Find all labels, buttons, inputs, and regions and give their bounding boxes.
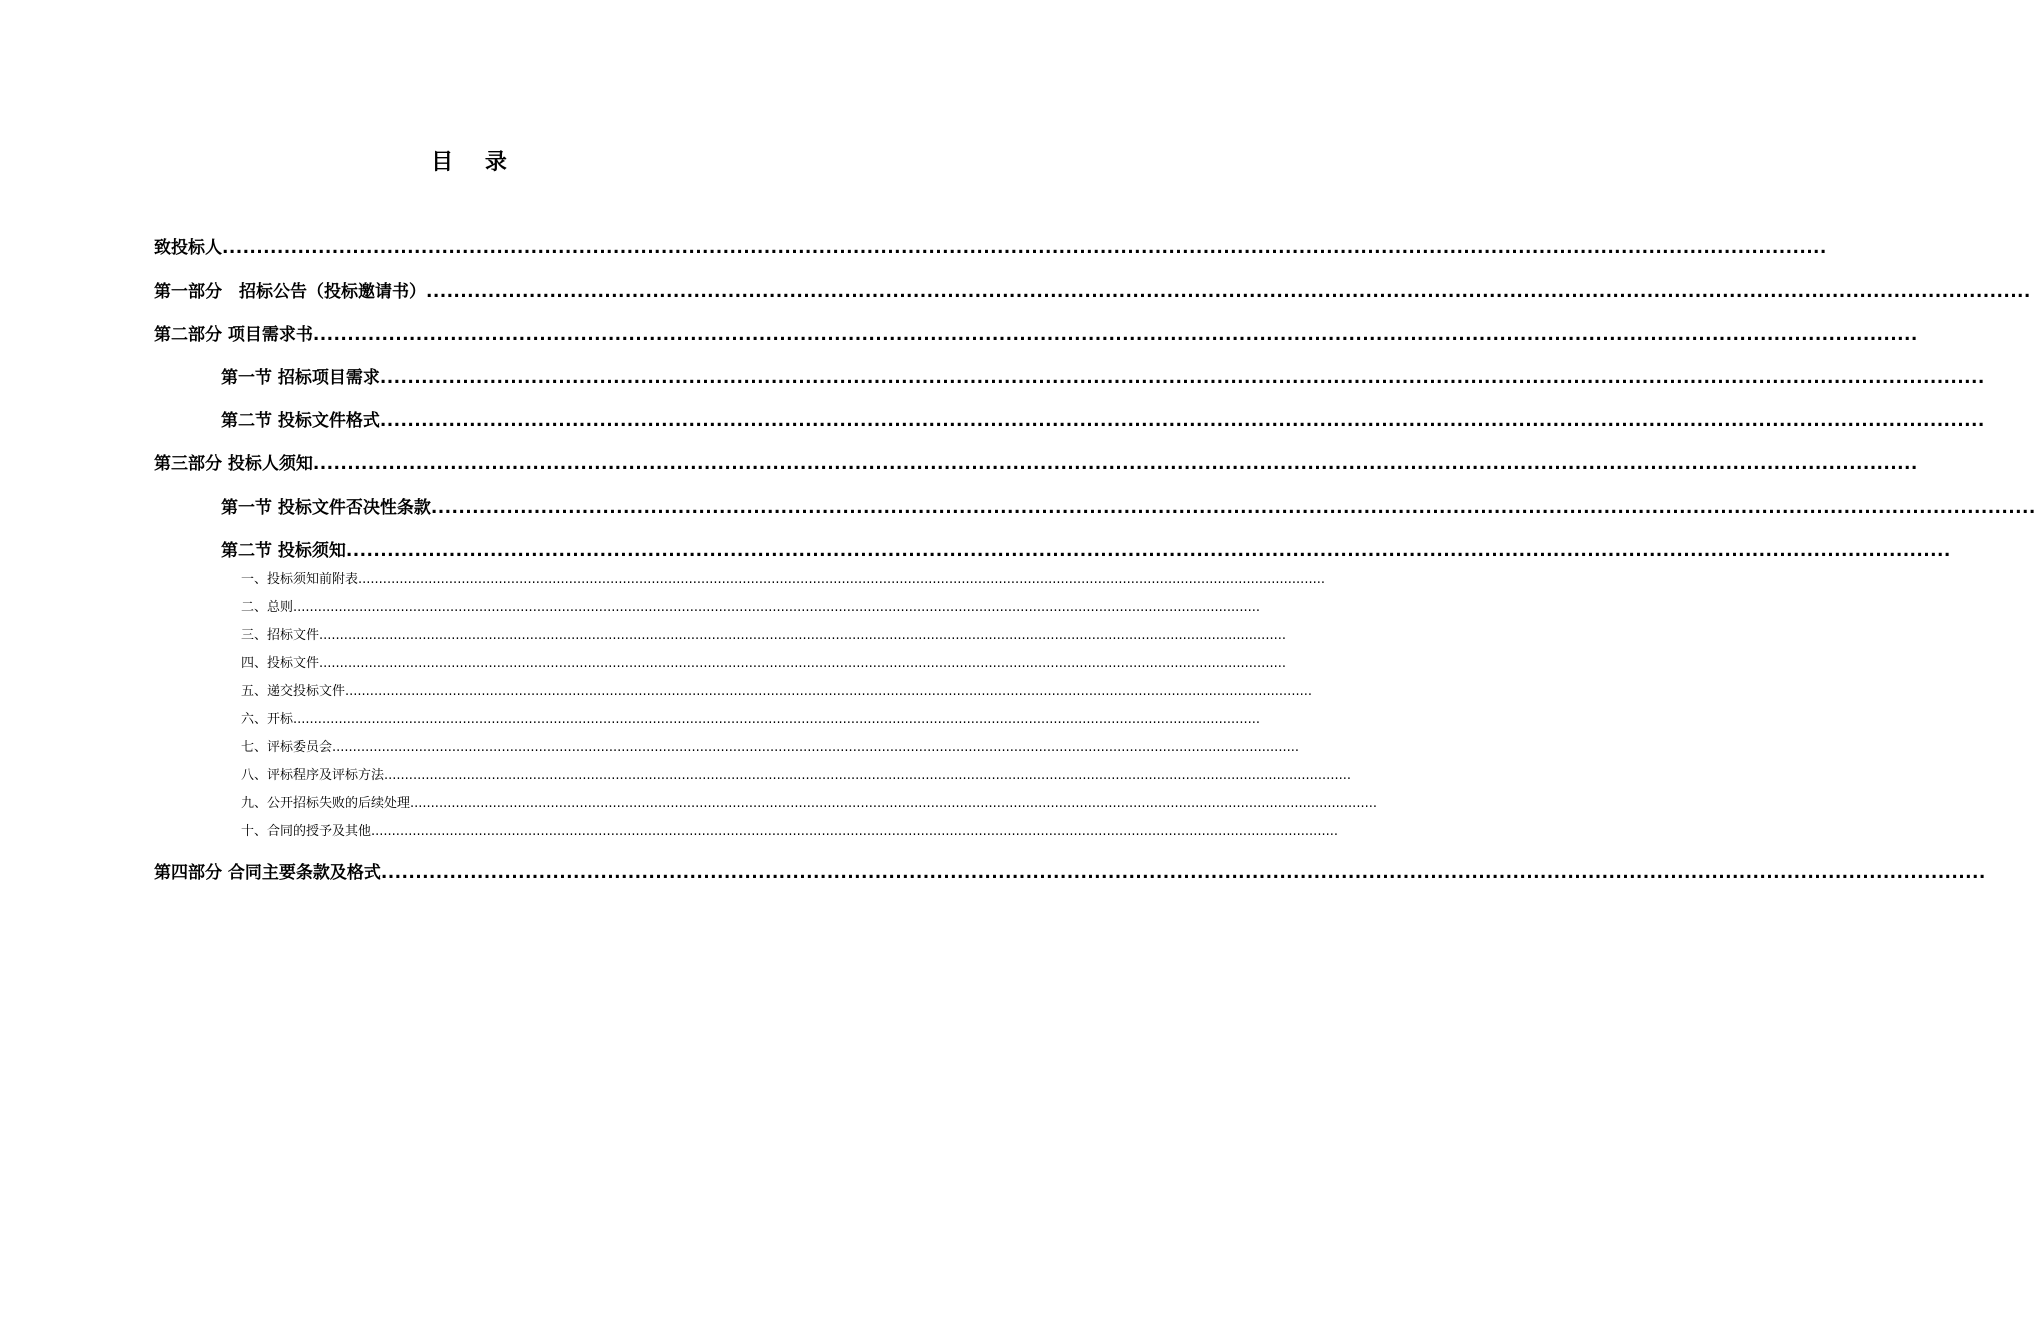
toc-entry-part-2[interactable] bbox=[154, 323, 1918, 347]
toc-entry-item-2[interactable] bbox=[241, 599, 1260, 617]
toc-entry-item-5[interactable] bbox=[241, 683, 1312, 701]
toc-entry-label: 第四部分 合同主要条款及格式 bbox=[154, 863, 381, 883]
toc-entry-label: 七、评标委员会 bbox=[241, 740, 333, 755]
toc-entry-label: 一、投标须知前附表 bbox=[241, 572, 359, 587]
toc-entry-label: 九、公开招标失败的后续处理 bbox=[241, 796, 411, 811]
toc-dot-leader: .......................................................................................................................................................................................................................................... bbox=[332, 740, 1299, 755]
toc-dot-leader: .......................................................................................................................................................................................................................................... bbox=[293, 600, 1260, 615]
toc-entry-label: 第一节 投标文件否决性条款 bbox=[221, 498, 431, 518]
toc-dot-leader: .......................................................................................................................................................................................................................................... bbox=[380, 863, 1986, 883]
toc-entry-part-2-section-2[interactable] bbox=[221, 409, 1985, 433]
toc-dot-leader: .......................................................................................................................................................................................................................................... bbox=[426, 282, 2031, 302]
toc-dot-leader: .......................................................................................................................................................................................................................................... bbox=[222, 238, 1827, 258]
toc-dot-leader: .......................................................................................................................................................................................................................................... bbox=[319, 628, 1286, 643]
toc-dot-leader: .......................................................................................................................................................................................................................................... bbox=[371, 824, 1338, 839]
toc-entry-label: 第二节 投标须知 bbox=[221, 541, 346, 561]
toc-entry-item-9[interactable] bbox=[241, 795, 1377, 813]
toc-entry-part-3[interactable] bbox=[154, 452, 1918, 476]
toc-dot-leader: .......................................................................................................................................................................................................................................... bbox=[384, 768, 1351, 783]
toc-dot-leader: .......................................................................................................................................................................................................................................... bbox=[410, 796, 1377, 811]
toc-entry-part-2-section-1[interactable] bbox=[221, 366, 1985, 390]
toc-entry-part-4[interactable] bbox=[154, 861, 1986, 885]
toc-entry-label: 第二节 投标文件格式 bbox=[221, 411, 380, 431]
toc-entry-label: 六、开标 bbox=[241, 712, 294, 727]
toc-dot-leader: .......................................................................................................................................................................................................................................... bbox=[293, 712, 1260, 727]
toc-entry-item-4[interactable] bbox=[241, 655, 1286, 673]
toc-dot-leader: .......................................................................................................................................................................................................................................... bbox=[430, 498, 2036, 518]
toc-entry-item-7[interactable] bbox=[241, 739, 1299, 757]
toc-entry-label: 第三部分 投标人须知 bbox=[154, 454, 313, 474]
toc-dot-leader: .......................................................................................................................................................................................................................................... bbox=[379, 411, 1985, 431]
toc-entry-label: 四、投标文件 bbox=[241, 656, 320, 671]
toc-dot-leader: .......................................................................................................................................................................................................................................... bbox=[358, 572, 1325, 587]
toc-dot-leader: .......................................................................................................................................................................................................................................... bbox=[312, 325, 1918, 345]
toc-dot-leader: .......................................................................................................................................................................................................................................... bbox=[345, 541, 1951, 561]
toc-entry-label: 第一节 招标项目需求 bbox=[221, 368, 380, 388]
toc-dot-leader: .......................................................................................................................................................................................................................................... bbox=[312, 454, 1918, 474]
toc-title: 目 录 bbox=[431, 150, 519, 175]
toc-entry-item-1[interactable] bbox=[241, 571, 1325, 589]
toc-entry-part-3-section-1[interactable] bbox=[221, 496, 2036, 520]
toc-entry-label: 致投标人 bbox=[154, 238, 222, 258]
toc-dot-leader: .......................................................................................................................................................................................................................................... bbox=[345, 684, 1312, 699]
toc-entry-part-3-section-2[interactable] bbox=[221, 539, 1951, 563]
toc-entry-label: 十、合同的授予及其他 bbox=[241, 824, 372, 839]
toc-entry-item-3[interactable] bbox=[241, 627, 1286, 645]
toc-entry-item-6[interactable] bbox=[241, 711, 1260, 729]
toc-entry-label: 八、评标程序及评标方法 bbox=[241, 768, 385, 783]
toc-entry-part-1[interactable] bbox=[154, 280, 2031, 304]
toc-entry-label: 第二部分 项目需求书 bbox=[154, 325, 313, 345]
toc-dot-leader: .......................................................................................................................................................................................................................................... bbox=[319, 656, 1286, 671]
toc-entry-to-bidders[interactable] bbox=[154, 236, 1827, 260]
toc-entry-item-8[interactable] bbox=[241, 767, 1351, 785]
toc-entry-label: 三、招标文件 bbox=[241, 628, 320, 643]
toc-entry-label: 第一部分 招标公告（投标邀请书） bbox=[154, 282, 426, 302]
toc-entry-label: 五、递交投标文件 bbox=[241, 684, 346, 699]
toc-entry-label: 二、总则 bbox=[241, 600, 294, 615]
toc-entry-item-10[interactable] bbox=[241, 823, 1338, 841]
toc-dot-leader: .......................................................................................................................................................................................................................................... bbox=[379, 368, 1985, 388]
